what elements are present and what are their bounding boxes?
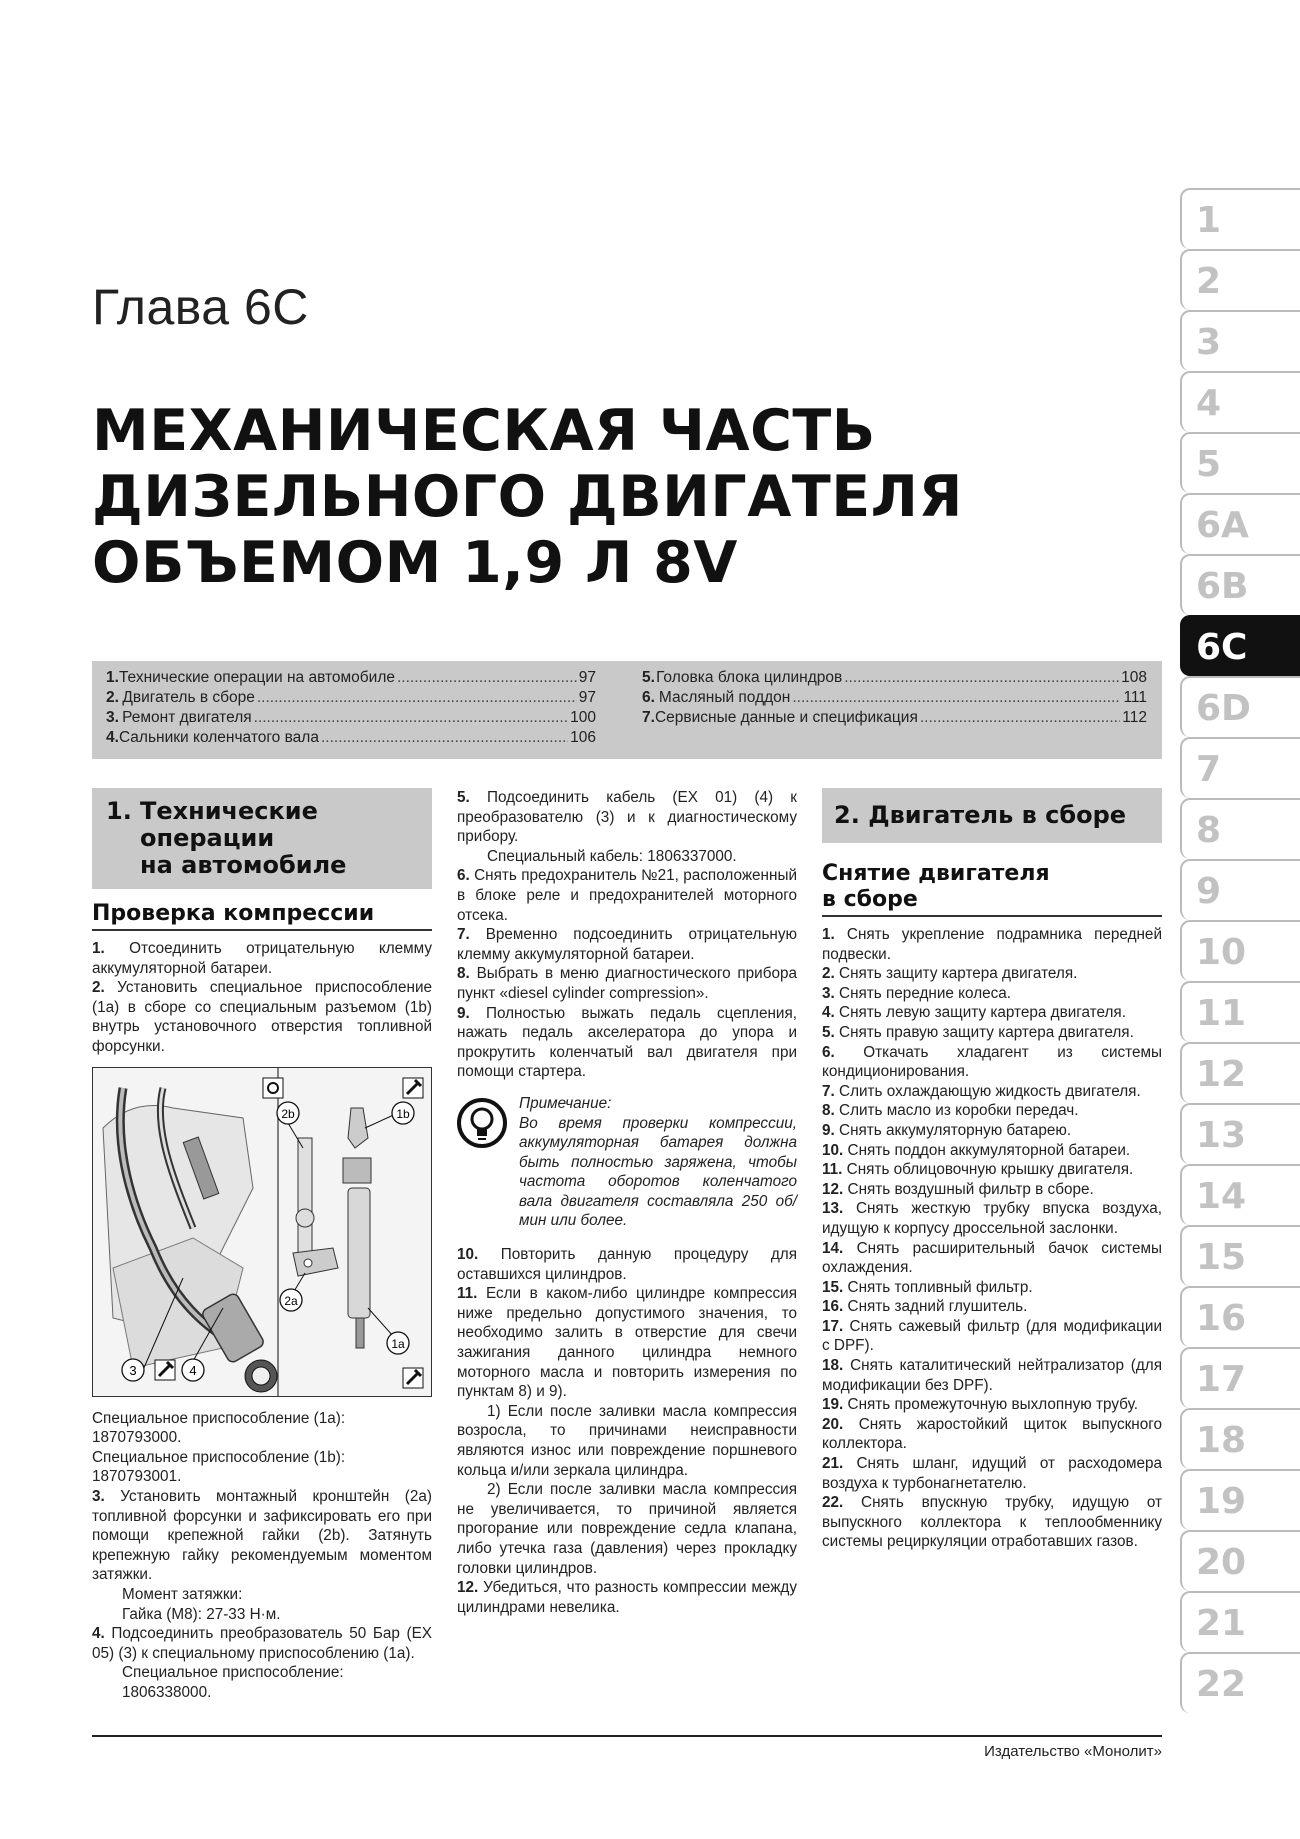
step-number: 2.	[822, 965, 835, 983]
chapter-tab-22[interactable]	[1180, 1652, 1300, 1713]
step-text: Снять задний глушитель.	[847, 1298, 1028, 1316]
step-2	[92, 978, 432, 1056]
step-number: 6.	[822, 1043, 835, 1061]
note-block	[457, 1094, 797, 1231]
contents-entry[interactable]	[642, 669, 1147, 689]
column-2	[457, 788, 797, 1617]
chapter-tab-label: 7	[1196, 749, 1222, 790]
callout-2b: 2b	[281, 1106, 295, 1121]
step-number: 1.	[92, 940, 105, 957]
chapter-tab-21[interactable]	[1180, 1591, 1300, 1652]
step-7	[457, 925, 797, 964]
step-text: Откачать хладагент из системы кондиционирования.	[822, 1043, 1162, 1081]
chapter-tab-8[interactable]	[1180, 798, 1300, 859]
step-text: Снять сажевый фильтр (для модификации с DPF).	[822, 1317, 1162, 1355]
step-number: 9.	[822, 1121, 835, 1139]
chapter-contents	[92, 661, 1162, 759]
step-text: Слить масло из коробки передач.	[839, 1102, 1079, 1120]
step-number: 18.	[822, 1357, 844, 1375]
entry-page: 100	[570, 709, 596, 726]
contents-entry[interactable]	[642, 689, 1147, 709]
removal-step	[822, 1493, 1162, 1552]
removal-step	[822, 1199, 1162, 1238]
contents-column-right	[642, 669, 1147, 729]
step-text: Снять воздушный фильтр в сборе.	[847, 1180, 1094, 1198]
step-number: 10.	[457, 1246, 479, 1264]
step-text: Временно подсоединить отрицательную клемму аккумуляторной батареи.	[457, 926, 797, 963]
chapter-tab-18[interactable]	[1180, 1408, 1300, 1469]
entry-page: 97	[578, 669, 596, 686]
step-text: Снять аккумуляторную батарею.	[839, 1121, 1072, 1139]
chapter-tab-14[interactable]	[1180, 1164, 1300, 1225]
step-text: Отсоединить отрицательную клемму аккумуляторной батареи.	[92, 940, 433, 977]
leader-dots	[792, 689, 1121, 707]
removal-step	[822, 1180, 1162, 1200]
chapter-label: Глава 6С	[92, 279, 309, 335]
step-text: Убедиться, что разность компрессии между цилиндрами невелика.	[457, 1579, 797, 1616]
chapter-tab-5[interactable]	[1180, 432, 1300, 493]
chapter-tab-6b[interactable]	[1180, 554, 1300, 615]
lightbulb-icon	[457, 1098, 507, 1148]
chapter-tab-12[interactable]	[1180, 1042, 1300, 1103]
contents-column-left	[106, 669, 596, 749]
chapter-tab-label: 5	[1196, 444, 1222, 485]
removal-step	[822, 1121, 1162, 1141]
step-number: 3.	[92, 1487, 105, 1505]
step-text: Снять промежуточную выхлопную трубу.	[847, 1396, 1138, 1414]
title-line: ОБЪЕМОМ 1,9 Л 8V	[92, 530, 738, 596]
chapter-tab-3[interactable]	[1180, 310, 1300, 371]
chapter-tab-label: 2	[1196, 261, 1222, 302]
step-text: Снять впускную трубку, идущую от выпускного коллектора к теплообменнику системы рециркуляции отработавших газов.	[822, 1494, 1163, 1551]
step-text: Снять поддон аккумуляторной батареи.	[847, 1141, 1131, 1159]
chapter-tab-9[interactable]	[1180, 859, 1300, 920]
step-text: Снять защиту картера двигателя.	[839, 965, 1078, 983]
chapter-tab-20[interactable]	[1180, 1530, 1300, 1591]
leader-dots	[257, 689, 577, 707]
chapter-tab-11[interactable]	[1180, 981, 1300, 1042]
chapter-tab-label: 15	[1196, 1237, 1247, 1278]
removal-step	[822, 1101, 1162, 1121]
contents-entry[interactable]	[106, 709, 596, 729]
chapter-tab-10[interactable]	[1180, 920, 1300, 981]
step-number: 1.	[822, 926, 835, 943]
callout-2a: 2a	[284, 1293, 298, 1308]
subheading-line: в сборе	[822, 887, 918, 912]
entry-title: Сервисные данные и спецификация	[654, 709, 918, 726]
chapter-tab-label: 18	[1196, 1420, 1247, 1461]
chapter-tab-label: 11	[1196, 993, 1247, 1034]
removal-step	[822, 1297, 1162, 1317]
chapter-tab-label: 4	[1196, 383, 1222, 424]
chapter-tab-label: 22	[1196, 1664, 1247, 1705]
tool-spec-3: Специальное приспособление: 1806338000.	[122, 1664, 344, 1701]
removal-step	[822, 1278, 1162, 1298]
torque-value: Гайка (М8): 27-33 Н·м.	[122, 1605, 281, 1623]
removal-step	[822, 964, 1162, 984]
removal-step	[822, 1415, 1162, 1454]
step-number: 5.	[457, 789, 470, 806]
step-number: 4.	[822, 1004, 835, 1022]
removal-step	[822, 1395, 1162, 1415]
chapter-tab-6c[interactable]	[1180, 615, 1300, 676]
chapter-tab-label: 6C	[1196, 627, 1248, 668]
entry-number: 3.	[106, 709, 119, 726]
step-number: 2.	[92, 979, 105, 997]
step-text: Подсоединить кабель (ЕХ 01) (4) к преобразователю (3) и к диагностическому прибору.	[457, 789, 798, 846]
contents-entry[interactable]	[106, 729, 596, 749]
step-text: Полностью выжать педаль сцепления, нажать педаль акселератора до упора и прокрутить коленчатый вал двигателя при помощи стартера.	[457, 1004, 797, 1081]
chapter-tab-1[interactable]	[1180, 188, 1300, 249]
entry-number: 4.	[106, 729, 119, 746]
chapter-tab-label: 20	[1196, 1542, 1247, 1583]
chapter-tab-label: 17	[1196, 1359, 1247, 1400]
step-6	[457, 866, 797, 925]
chapter-tab-label: 9	[1196, 871, 1222, 912]
step-text: Если в каком-либо цилиндре компрессия ниже предельно допустимого значения, то необходимо залить в отверстие для свечи зажигания данного цилиндра немного моторного масла и повторить измерения по пунктам 8) и 9).	[457, 1285, 797, 1401]
substep-2: 2) Если после заливки масла компрессия не увеличивается, то причиной является прогорание или повреждение седла клапана, либо утечка газа (давления) через прокладку головки цилиндров.	[457, 1481, 797, 1577]
section-title: Двигатель в сборе	[868, 801, 1127, 829]
step-number: 5.	[822, 1023, 835, 1041]
step-number: 11.	[822, 1161, 843, 1179]
chapter-tab-label: 10	[1196, 932, 1247, 973]
step-text: Снять каталитический нейтрализатор (для модификации без DPF).	[822, 1357, 1162, 1394]
step-text: Установить специальное приспособление (1а) в сборе со специальным разъемом (1b) внутрь установочного отверстия топливной форсунки.	[92, 979, 432, 1055]
entry-page: 111	[1123, 689, 1147, 706]
chapter-tab-13[interactable]	[1180, 1103, 1300, 1164]
title-line: ДИЗЕЛЬНОГО ДВИГАТЕЛЯ	[92, 464, 963, 530]
step-3	[92, 1487, 432, 1585]
step-text: Снять облицовочную крышку двигателя.	[846, 1161, 1134, 1179]
step-9	[457, 1004, 797, 1082]
step-10	[457, 1245, 797, 1284]
step-number: 12.	[457, 1579, 479, 1597]
tool-spec-1b: Специальное приспособление (1b): 1870793001.	[92, 1448, 346, 1486]
removal-step	[822, 1454, 1162, 1493]
step-number: 4.	[92, 1625, 105, 1643]
step-text: Снять передние колеса.	[839, 984, 1012, 1002]
chapter-tab-label: 3	[1196, 322, 1222, 363]
section-title	[140, 798, 346, 879]
removal-step	[822, 925, 1162, 964]
tool-spec-1a: Специальное приспособление (1a): 1870793000.	[92, 1409, 346, 1447]
page-title	[92, 398, 1052, 596]
step-text: Снять укрепление подрамника передней подвески.	[822, 926, 1162, 963]
publisher-name: Издательство «Монолит»	[984, 1743, 1162, 1760]
chapter-tab-17[interactable]	[1180, 1347, 1300, 1408]
removal-step	[822, 1141, 1162, 1161]
chapter-tab-label: 19	[1196, 1481, 1247, 1522]
compression-tool-figure	[92, 1067, 432, 1397]
removal-step	[822, 1239, 1162, 1278]
leader-dots	[397, 669, 577, 687]
entry-number: 7.	[642, 709, 655, 726]
removal-step	[822, 1356, 1162, 1395]
contents-entry[interactable]	[106, 669, 596, 689]
step-number: 16.	[822, 1298, 844, 1316]
step-number: 11.	[457, 1285, 478, 1303]
engine-illustration	[93, 1068, 432, 1397]
step-number: 15.	[822, 1278, 844, 1296]
step-4	[92, 1624, 432, 1663]
contents-entry[interactable]	[642, 709, 1147, 729]
chapter-tab-6d[interactable]	[1180, 676, 1300, 737]
step-number: 8.	[822, 1102, 835, 1120]
entry-number: 1.	[106, 669, 119, 686]
column-3	[822, 788, 1162, 1552]
entry-title: Масляный поддон	[658, 689, 791, 706]
entry-page: 112	[1122, 709, 1147, 726]
removal-step	[822, 1023, 1162, 1043]
section-title-line: Технические	[140, 797, 318, 825]
chapter-tab-label: 6D	[1196, 688, 1251, 729]
removal-steps	[822, 925, 1162, 1552]
step-text: Снять жаростойкий щиток выпускного коллектора.	[822, 1415, 1162, 1453]
step-text: Снять жесткую трубку впуска воздуха, идущую к корпусу дроссельной заслонки.	[822, 1200, 1163, 1237]
leader-dots	[844, 669, 1119, 687]
step-number: 3.	[822, 984, 835, 1002]
section-title-line: на автомобиле	[140, 851, 347, 879]
chapter-tab-label: 1	[1196, 200, 1222, 241]
chapter-tabs	[1180, 188, 1300, 1713]
entry-page: 106	[570, 729, 596, 746]
step-number: 9.	[457, 1004, 470, 1022]
step-number: 22.	[822, 1494, 844, 1512]
callout-1a: 1a	[391, 1336, 405, 1351]
entry-number: 5.	[642, 669, 655, 686]
removal-step	[822, 1043, 1162, 1082]
step-number: 21.	[822, 1455, 844, 1473]
chapter-tab-label: 14	[1196, 1176, 1247, 1217]
step-1	[92, 939, 432, 978]
step-text: Снять расширительный бачок системы охлаждения.	[822, 1239, 1163, 1277]
step-8	[457, 964, 797, 1003]
section-title-line: операции	[140, 824, 275, 852]
step-text: Снять топливный фильтр.	[847, 1278, 1033, 1296]
step-number: 17.	[822, 1317, 844, 1335]
step-number: 7.	[457, 926, 470, 944]
removal-step	[822, 984, 1162, 1004]
entry-title: Ремонт двигателя	[122, 709, 252, 726]
chapter-tab-16[interactable]	[1180, 1286, 1300, 1347]
removal-step	[822, 1003, 1162, 1023]
step-text: Выбрать в меню диагностического прибора пункт «diesel cylinder compression».	[457, 965, 797, 1002]
step-11	[457, 1284, 797, 1402]
torque-label: Момент затяжки:	[122, 1585, 243, 1603]
leader-dots	[321, 729, 568, 747]
footer-rule	[92, 1735, 1162, 1737]
chapter-tab-label: 13	[1196, 1115, 1247, 1156]
removal-step	[822, 1317, 1162, 1356]
note-title: Примечание:	[519, 1094, 612, 1112]
section-1-heading	[92, 788, 432, 889]
chapter-tab-label: 8	[1196, 810, 1222, 851]
entry-number: 2.	[106, 689, 119, 706]
step-text: Слить охлаждающую жидкость двигателя.	[839, 1082, 1141, 1100]
step-text: Подсоединить преобразователь 50 Бар (ЕХ 05) (3) к специальному приспособлению (1а).	[92, 1625, 432, 1662]
substep-1: 1) Если после заливки масла компрессия возросла, то причинами неисправности являются износ или повреждение поршневого кольца и/или зеркала цилиндра.	[457, 1402, 797, 1479]
chapter-tab-label: 12	[1196, 1054, 1247, 1095]
cable-spec: Специальный кабель: 1806337000.	[487, 847, 737, 865]
section-number: 1.	[106, 797, 132, 825]
step-number: 8.	[457, 965, 470, 983]
chapter-tab-2[interactable]	[1180, 249, 1300, 310]
note-text: Во время проверки компрессии, аккумуляторная батарея должна быть полностью заряжена, чтобы частота оборотов коленчатого вала двигателя составляла 250 об/мин или более.	[519, 1114, 797, 1230]
step-5	[457, 788, 797, 847]
chapter-tab-label: 6B	[1196, 566, 1249, 607]
step-number: 14.	[822, 1239, 844, 1257]
entry-title: Сальники коленчатого вала	[118, 729, 319, 746]
callout-4: 4	[189, 1362, 197, 1378]
leader-dots	[254, 709, 568, 727]
section-number: 2.	[834, 801, 860, 829]
step-text: Снять шланг, идущий от расходомера воздуха к турбонагнетателю.	[822, 1455, 1163, 1492]
chapter-tab-label: 16	[1196, 1298, 1247, 1339]
step-text: Снять предохранитель №21, расположенный в блоке реле и предохранителей моторного отсека.	[457, 867, 797, 924]
entry-page: 108	[1121, 669, 1147, 686]
entry-title: Головка блока цилиндров	[656, 669, 843, 686]
chapter-tab-15[interactable]	[1180, 1225, 1300, 1286]
chapter-tab-4[interactable]	[1180, 371, 1300, 432]
step-number: 10.	[822, 1141, 844, 1159]
step-number: 12.	[822, 1180, 844, 1198]
step-number: 6.	[457, 867, 470, 885]
entry-title: Технические операции на автомобиле	[118, 669, 395, 686]
subheading-line: Снятие двигателя	[822, 861, 1050, 886]
chapter-tab-6a[interactable]	[1180, 493, 1300, 554]
column-1	[92, 788, 432, 1702]
step-number: 7.	[822, 1082, 835, 1100]
entry-number: 6.	[642, 689, 655, 706]
section-2-heading	[822, 788, 1162, 843]
chapter-tab-label: 6A	[1196, 505, 1249, 546]
step-text: Установить монтажный кронштейн (2а) топливной форсунки и зафиксировать его при помощи крепежной гайки (2b). Затянуть крепежную гайку рекомендуемым моментом затяжки.	[92, 1487, 432, 1584]
entry-page: 97	[578, 689, 596, 706]
title-line: МЕХАНИЧЕСКАЯ ЧАСТЬ	[92, 398, 876, 464]
step-number: 13.	[822, 1200, 844, 1218]
callout-3: 3	[129, 1362, 137, 1378]
step-number: 20.	[822, 1415, 844, 1433]
leader-dots	[920, 709, 1120, 727]
entry-title: Двигатель в сборе	[122, 689, 255, 706]
removal-step	[822, 1082, 1162, 1102]
chapter-tab-19[interactable]	[1180, 1469, 1300, 1530]
chapter-tab-label: 21	[1196, 1603, 1247, 1644]
subheading-compression-check: Проверка компрессии	[92, 901, 432, 931]
chapter-tab-7[interactable]	[1180, 737, 1300, 798]
contents-entry[interactable]	[106, 689, 596, 709]
step-text: Снять правую защиту картера двигателя.	[839, 1023, 1134, 1041]
callout-1b: 1b	[396, 1106, 410, 1121]
subheading-engine-removal	[822, 861, 1162, 917]
step-text: Повторить данную процедуру для оставшихся цилиндров.	[457, 1246, 797, 1283]
removal-step	[822, 1160, 1162, 1180]
step-text: Снять левую защиту картера двигателя.	[839, 1004, 1126, 1022]
step-12	[457, 1578, 797, 1617]
step-number: 19.	[822, 1396, 844, 1414]
